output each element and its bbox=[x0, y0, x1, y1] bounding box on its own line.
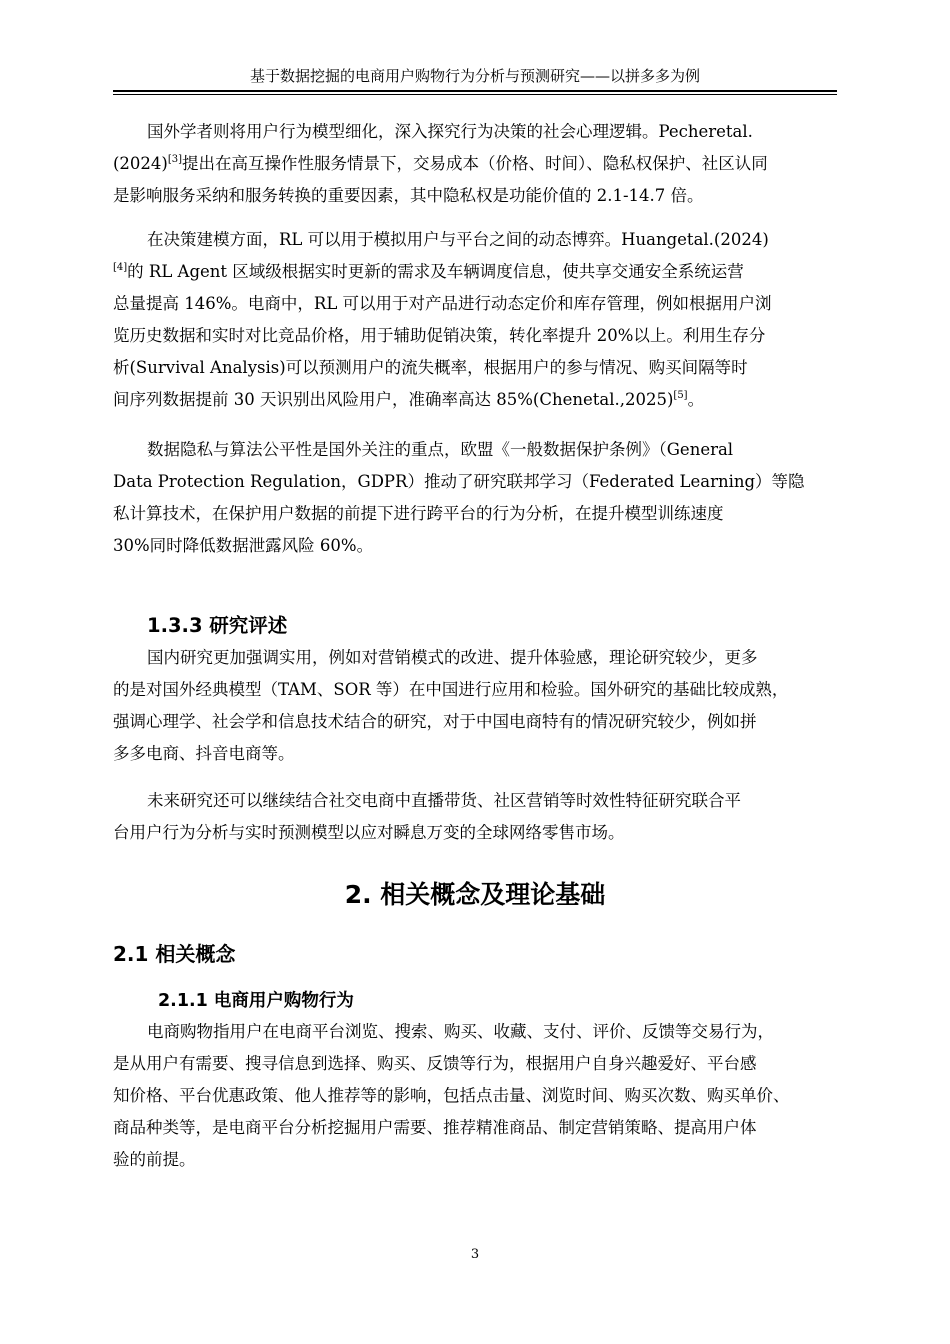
paragraph-line: 私计算技术，在保护用户数据的前提下进行跨平台的行为分析，在提升模型训练速度 bbox=[113, 504, 724, 523]
paragraph-line: 数据隐私与算法公平性是国外关注的重点，欧盟《一般数据保护条例》（General bbox=[147, 440, 734, 459]
text-run: 。 bbox=[687, 390, 705, 409]
paragraph-line: 台用户行为分析与实时预测模型以应对瞬息万变的全球网络零售市场。 bbox=[113, 823, 625, 842]
paragraph-line: 析(Survival Analysis)可以预测用户的流失概率，根据用户的参与情况、购买间隔等时 bbox=[113, 358, 748, 377]
citation-ref: [4] bbox=[113, 262, 128, 273]
paragraph-line: 览历史数据和实时对比竞品价格，用于辅助促销决策，转化率提升 20%以上。利用生存分 bbox=[113, 326, 766, 345]
paragraph-line bbox=[113, 148, 837, 180]
paragraph-line: 强调心理学、社会学和信息技术结合的研究，对于中国电商特有的情况研究较少，例如拼 bbox=[113, 712, 757, 731]
text-run: (2024) bbox=[113, 154, 168, 173]
text-run: 的 RL Agent 区域级根据实时更新的需求及车辆调度信息，使共享交通安全系统运营 bbox=[127, 262, 744, 281]
paragraph-line: 电商购物指用户在电商平台浏览、搜索、购买、收藏、支付、评价、反馈等交易行为， bbox=[147, 1022, 774, 1041]
paragraph-line: 的是对国外经典模型（TAM、SOR 等）在中国进行应用和检验。国外研究的基础比较成熟， bbox=[113, 680, 789, 699]
chapter-heading-2: 2. 相关概念及理论基础 bbox=[344, 880, 606, 909]
paragraph-line: 国外学者则将用户行为模型细化，深入探究行为决策的社会心理逻辑。Pecheretal. bbox=[147, 122, 753, 141]
citation-ref: [5] bbox=[673, 390, 688, 401]
paragraph-line: 知价格、平台优惠政策、他人推荐等的影响，包括点击量、浏览时间、购买次数、购买单价、 bbox=[113, 1086, 790, 1105]
paragraph-line bbox=[113, 256, 837, 288]
section-heading-1-3-3: 1.3.3 研究评述 bbox=[147, 614, 288, 637]
running-header: 基于数据挖掘的电商用户购物行为分析与预测研究——以拼多多为例 bbox=[249, 67, 700, 85]
paragraph-ecommerce-shopping-behavior bbox=[113, 1016, 837, 1176]
paragraph-research-review bbox=[113, 642, 837, 770]
paragraph-data-privacy bbox=[113, 434, 837, 562]
paragraph-line: 国内研究更加强调实用，例如对营销模式的改进、提升体验感，理论研究较少，更多 bbox=[147, 648, 758, 667]
section-heading-2-1: 2.1 相关概念 bbox=[113, 942, 236, 966]
paragraph-line: 是从用户有需要、搜寻信息到选择、购买、反馈等行为，根据用户自身兴趣爱好、平台感 bbox=[113, 1054, 757, 1073]
paragraph-line: 是影响服务采纳和服务转换的重要因素，其中隐私权是功能价值的 2.1-14.7 倍。 bbox=[113, 186, 704, 205]
paragraph-line: 未来研究还可以继续结合社交电商中直播带货、社区营销等时效性特征研究联合平 bbox=[147, 791, 741, 810]
paragraph-line: 在决策建模方面，RL 可以用于模拟用户与平台之间的动态博弈。Huangetal.(2024) bbox=[147, 230, 769, 249]
paragraph-line: 多多电商、抖音电商等。 bbox=[113, 744, 295, 763]
header-rule bbox=[113, 90, 837, 95]
paragraph-future-research bbox=[113, 785, 837, 849]
text-run: 间序列数据提前 30 天识别出风险用户，准确率高达 85%(Chenetal.,2025) bbox=[113, 390, 674, 409]
paragraph-foreign-behavior-models bbox=[113, 116, 837, 212]
paragraph-line: 30%同时降低数据泄露风险 60%。 bbox=[113, 536, 374, 555]
paragraph-line: 商品种类等，是电商平台分析挖掘用户需要、推荐精准商品、制定营销策略、提高用户体 bbox=[113, 1118, 757, 1137]
paragraph-line: Data Protection Regulation，GDPR）推动了研究联邦学习（Federated Learning）等隐 bbox=[113, 472, 805, 491]
paragraph-line: 总量提高 146%。电商中，RL 可以用于对产品进行动态定价和库存管理，例如根据用户浏 bbox=[113, 294, 772, 313]
text-run: 提出在高互操作性服务情景下，交易成本（价格、时间）、隐私权保护、社区认同 bbox=[182, 154, 768, 173]
paragraph-decision-modeling bbox=[113, 224, 837, 416]
citation-ref: [3] bbox=[167, 154, 183, 165]
section-heading-2-1-1: 2.1.1 电商用户购物行为 bbox=[158, 991, 354, 1011]
paragraph-line bbox=[113, 384, 837, 416]
paragraph-line: 验的前提。 bbox=[113, 1150, 196, 1169]
page-number: 3 bbox=[470, 1247, 480, 1262]
